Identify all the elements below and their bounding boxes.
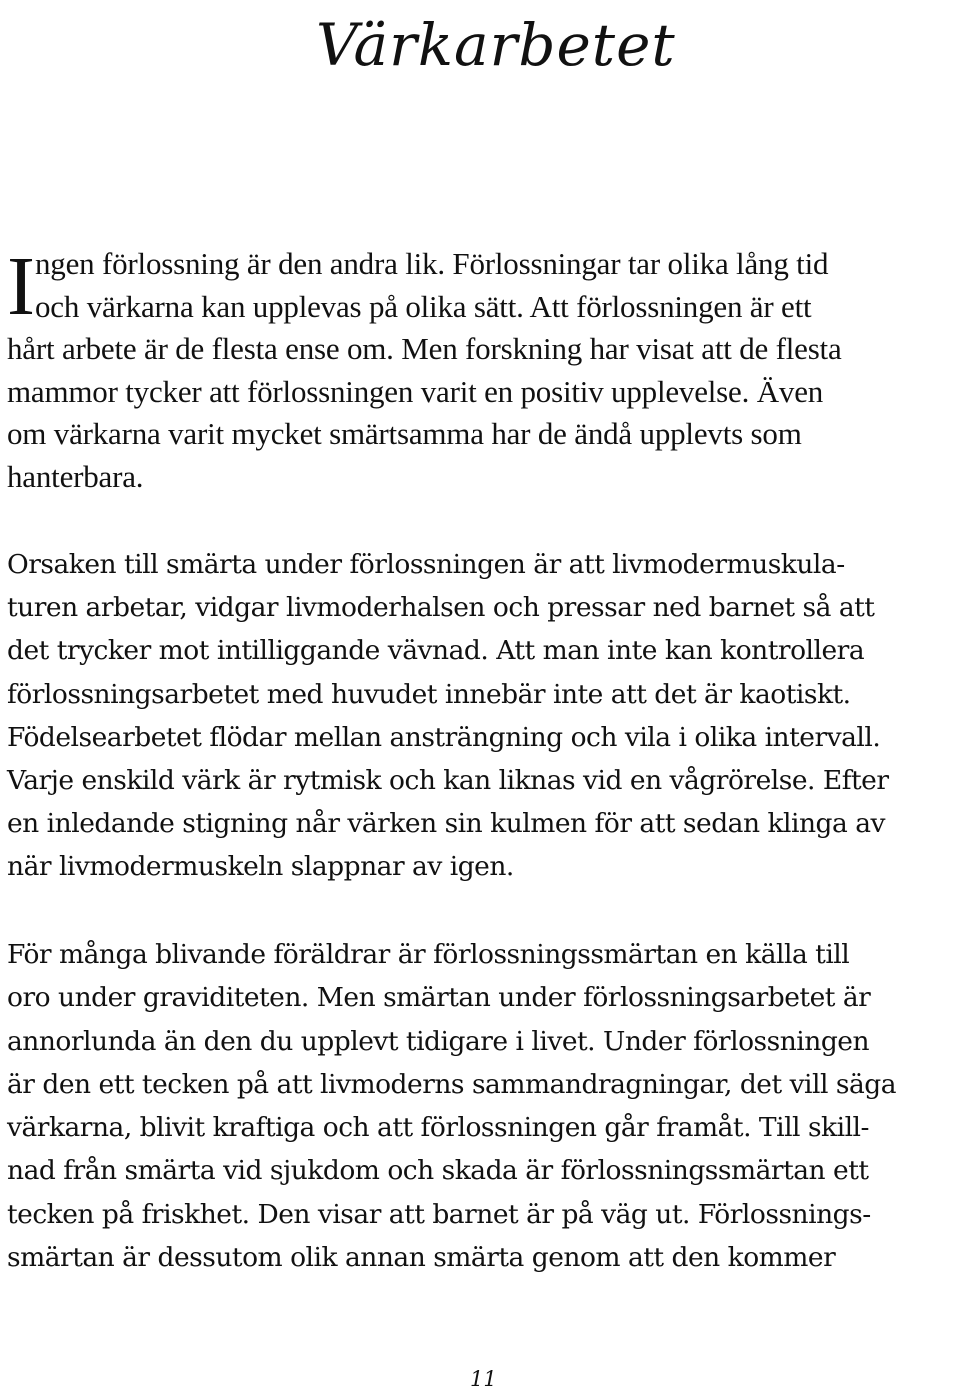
text-line: det trycker mot intilliggande vävnad. Att man inte kan kontrollera <box>7 635 865 667</box>
text-line: turen arbetar, vidgar livmoderhalsen och pressar ned barnet så att <box>7 592 875 624</box>
paragraph-pain-meaning <box>7 933 896 1279</box>
text-line: när livmodermuskeln slappnar av igen. <box>7 851 514 883</box>
paragraph-intro <box>7 240 842 499</box>
text-line: hanterbara. <box>7 458 144 494</box>
chapter-title: Värkarbetet <box>316 11 676 79</box>
text-line: För många blivande föräldrar är förlossningssmärtan en källa till <box>7 939 850 970</box>
text-line: och värkarna kan upplevas på olika sätt. Att förlossningen är ett <box>35 288 812 324</box>
paragraph-pain-cause <box>7 543 889 889</box>
text-line: hårt arbete är de flesta ense om. Men forskning har visat att de flesta <box>7 331 842 367</box>
text-line: Varje enskild värk är rytmisk och kan liknas vid en vågrörelse. Efter <box>7 764 889 796</box>
text-line: tecken på friskhet. Den visar att barnet är på väg ut. Förlossnings- <box>7 1198 871 1230</box>
text-line: om värkarna varit mycket smärtsamma har de ändå upplevts som <box>7 416 802 452</box>
text-line: Födelsearbetet flödar mellan ansträngning och vila i olika intervall. <box>7 721 881 753</box>
text-line: Orsaken till smärta under förlossningen är att livmodermuskula- <box>7 549 845 580</box>
drop-cap: I <box>7 240 35 333</box>
text-line: en inledande stigning når värken sin kulmen för att sedan klinga av <box>7 808 885 840</box>
text-line: mammor tycker att förlossningen varit en positiv upplevelse. Även <box>7 373 824 409</box>
text-line: värkarna, blivit kraftiga och att förlossningen går framåt. Till skill- <box>7 1112 869 1144</box>
text-line: är den ett tecken på att livmoderns sammandragningar, det vill säga <box>7 1068 897 1100</box>
text-line: ngen förlossning är den andra lik. Förlossningar tar olika lång tid <box>35 246 829 281</box>
text-line: förlossningsarbetet med huvudet innebär inte att det är kaotiskt. <box>7 678 851 710</box>
text-line: oro under graviditeten. Men smärtan under förlossningsarbetet är <box>7 982 871 1014</box>
text-line: annorlunda än den du upplevt tidigare i livet. Under förlossningen <box>7 1025 870 1057</box>
text-line: nad från smärta vid sjukdom och skada är förlossningssmärtan ett <box>7 1155 869 1187</box>
page-number: 11 <box>470 1367 497 1391</box>
text-line: smärtan är dessutom olik annan smärta genom att den kommer <box>7 1242 836 1274</box>
